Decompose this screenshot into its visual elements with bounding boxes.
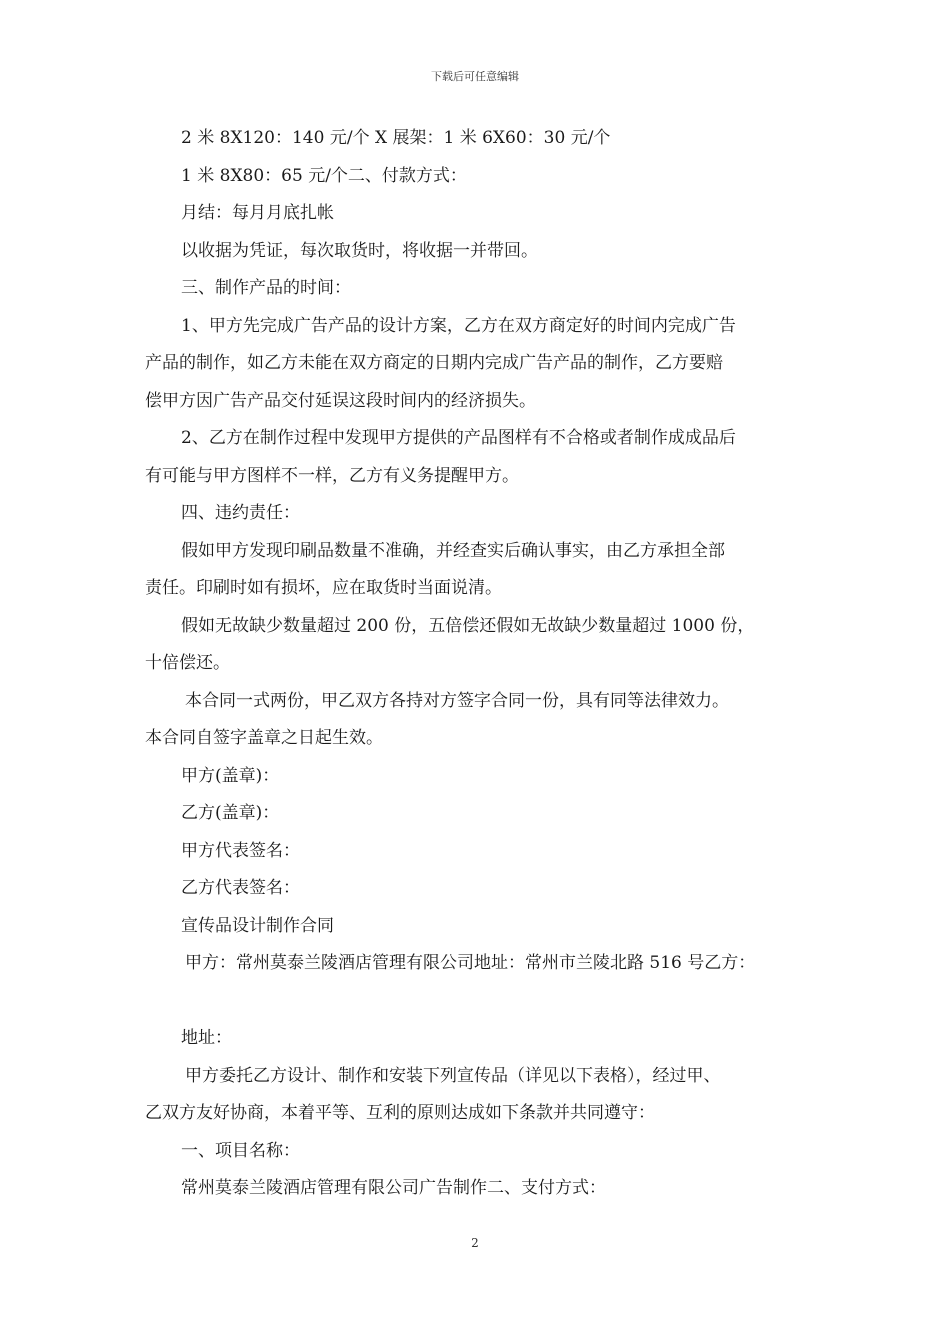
- paragraph-line: 2、乙方在制作过程中发现甲方提供的产品图样有不合格或者制作成成品后: [181, 428, 736, 448]
- paragraph-line: 1、甲方先完成广告产品的设计方案，乙方在双方商定好的时间内完成广告: [181, 315, 736, 336]
- paragraph-line: 有可能与甲方图样不一样，乙方有义务提醒甲方。: [145, 465, 519, 486]
- contract-title: 宣传品设计制作合同: [181, 915, 334, 936]
- paragraph-line: 产品的制作，如乙方未能在双方商定的日期内完成广告产品的制作，乙方要赔: [145, 353, 723, 373]
- page-number: 2: [471, 1236, 479, 1250]
- document-body: [145, 120, 810, 1208]
- signature-party-b-rep: 乙方代表签名：: [181, 878, 300, 898]
- paragraph-line: 乙双方友好协商，本着平等、互利的原则达成如下条款并共同遵守：: [145, 1103, 655, 1123]
- section-heading-project: 一、项目名称：: [181, 1140, 300, 1161]
- blank-line: [145, 983, 810, 1021]
- paragraph-line: 偿甲方因广告产品交付延误这段时间内的经济损失。: [145, 390, 536, 411]
- signature-party-b-seal: 乙方(盖章)：: [181, 803, 280, 823]
- paragraph-line: 责任。印刷时如有损坏，应在取货时当面说清。: [145, 578, 502, 598]
- price-line-1: 2 米 8X120：140 元/个 X 展架：1 米 6X60：30 元/个: [181, 128, 611, 148]
- paragraph-line: 假如甲方发现印刷品数量不准确，并经查实后确认事实，由乙方承担全部: [181, 540, 725, 561]
- section-heading-liability: 四、违约责任：: [181, 503, 300, 523]
- payment-monthly: 月结：每月月底扎帐: [181, 203, 334, 223]
- paragraph-line: 甲方委托乙方设计、制作和安装下列宣传品（详见以下表格），经过甲、: [185, 1065, 721, 1086]
- paragraph-line: 十倍偿还。: [145, 653, 230, 673]
- price-line-2: 1 米 8X80：65 元/个二、付款方式：: [181, 165, 467, 186]
- signature-party-a-seal: 甲方(盖章)：: [181, 765, 280, 786]
- project-name-line: 常州莫泰兰陵酒店管理有限公司广告制作二、支付方式：: [181, 1178, 606, 1198]
- page-header: 下载后可任意编辑: [431, 70, 519, 83]
- paragraph-line: 假如无故缺少数量超过 200 份，五倍偿还假如无故缺少数量超过 1000 份，: [181, 615, 755, 636]
- paragraph-line: 本合同一式两份，甲乙双方各持对方签字合同一份，具有同等法律效力。: [185, 690, 729, 711]
- payment-receipt: 以收据为凭证，每次取货时，将收据一并带回。: [181, 240, 538, 261]
- party-a-info: 甲方：常州莫泰兰陵酒店管理有限公司地址：常州市兰陵北路 516 号乙方：: [185, 953, 756, 973]
- paragraph-line: 本合同自签字盖章之日起生效。: [145, 728, 383, 748]
- signature-party-a-rep: 甲方代表签名：: [181, 840, 300, 861]
- address-label: 地址：: [181, 1028, 232, 1048]
- section-heading-time: 三、制作产品的时间：: [181, 278, 351, 298]
